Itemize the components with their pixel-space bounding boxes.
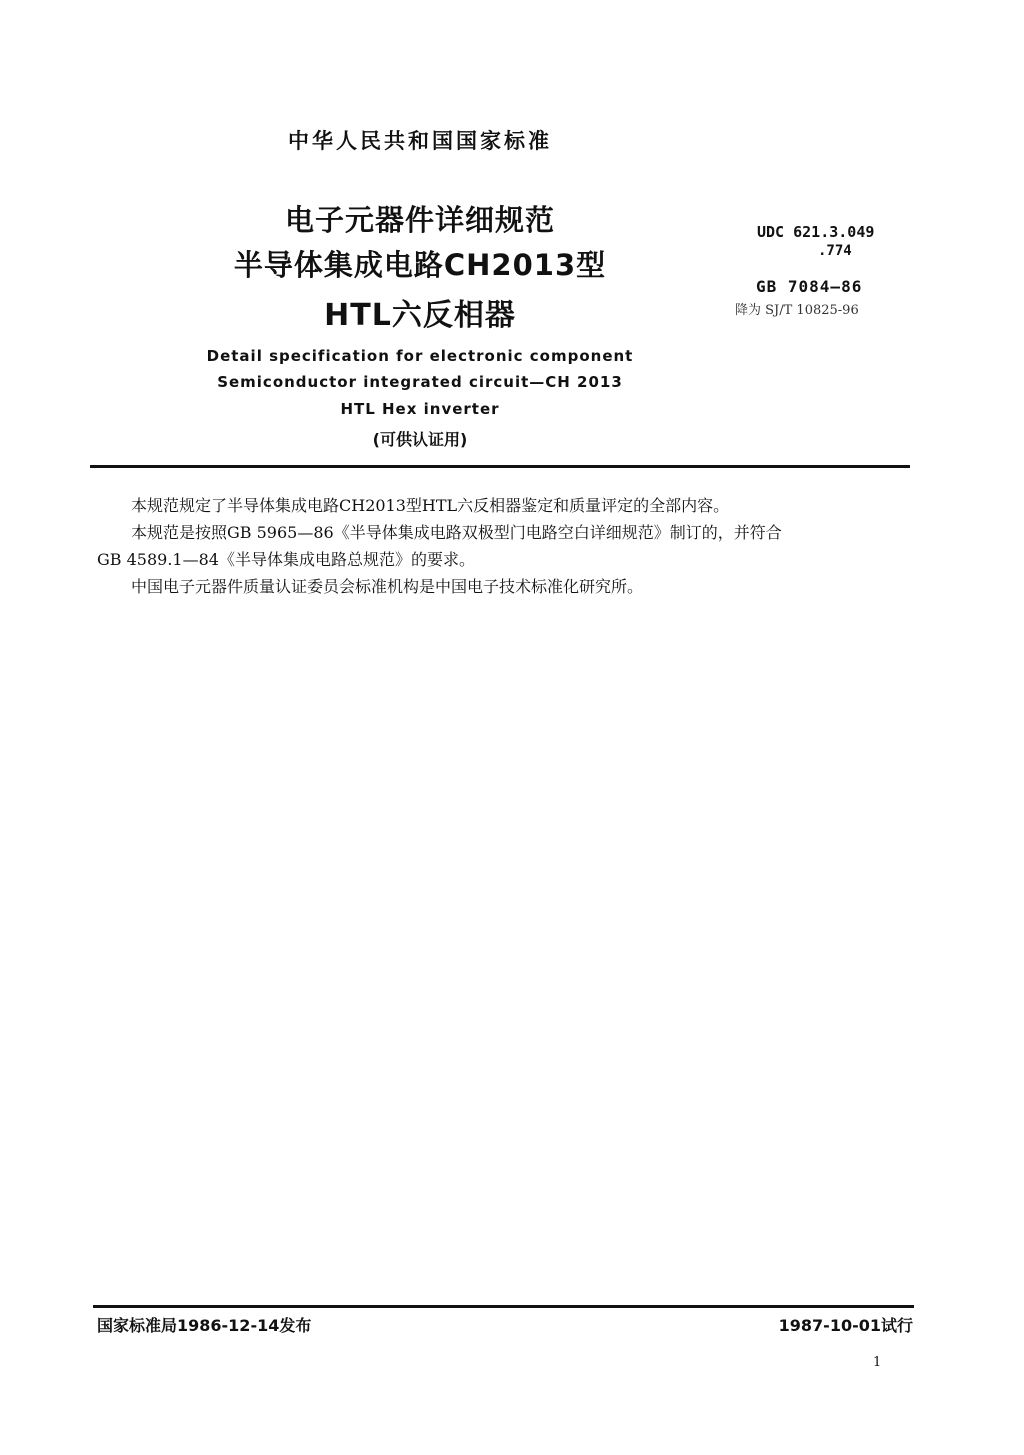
title-zh-line-3: HTL六反相器: [324, 298, 516, 333]
title-en-line-2: Semiconductor integrated circuit—CH 2013: [217, 373, 623, 391]
certification-note: (可供认证用): [372, 430, 468, 449]
issued-date: 国家标准局1986-12-14发布: [97, 1316, 312, 1335]
bottom-divider: [93, 1305, 914, 1308]
body-paragraph-3: 中国电子元器件质量认证委员会标准机构是中国电子技术标准化研究所。: [131, 577, 644, 596]
body-paragraph-1: 本规范规定了半导体集成电路CH2013型HTL六反相器鉴定和质量评定的全部内容。: [131, 496, 730, 515]
udc-code: UDC 621.3.049: [757, 223, 875, 241]
effective-date: 1987-10-01试行: [778, 1316, 913, 1335]
body-paragraph-2-line-2: GB 4589.1—84《半导体集成电路总规范》的要求。: [97, 550, 475, 569]
replaced-by-note: 降为 SJ/T 10825-96: [735, 303, 859, 318]
title-zh-line-1: 电子元器件详细规范: [284, 203, 555, 237]
title-en-line-1: Detail specification for electronic component: [206, 347, 634, 365]
standard-header-title: 中华人民共和国国家标准: [288, 129, 552, 153]
title-en-line-3: HTL Hex inverter: [340, 400, 500, 418]
top-divider: [90, 465, 910, 468]
page-number: 1: [873, 1355, 882, 1370]
body-paragraph-2-line-1: 本规范是按照GB 5965—86《半导体集成电路双极型门电路空白详细规范》制订的，并符合: [131, 523, 782, 542]
udc-code-continuation: .774: [818, 243, 852, 259]
gb-standard-number: GB 7084—86: [756, 277, 863, 296]
title-zh-line-2: 半导体集成电路CH2013型: [233, 248, 607, 282]
